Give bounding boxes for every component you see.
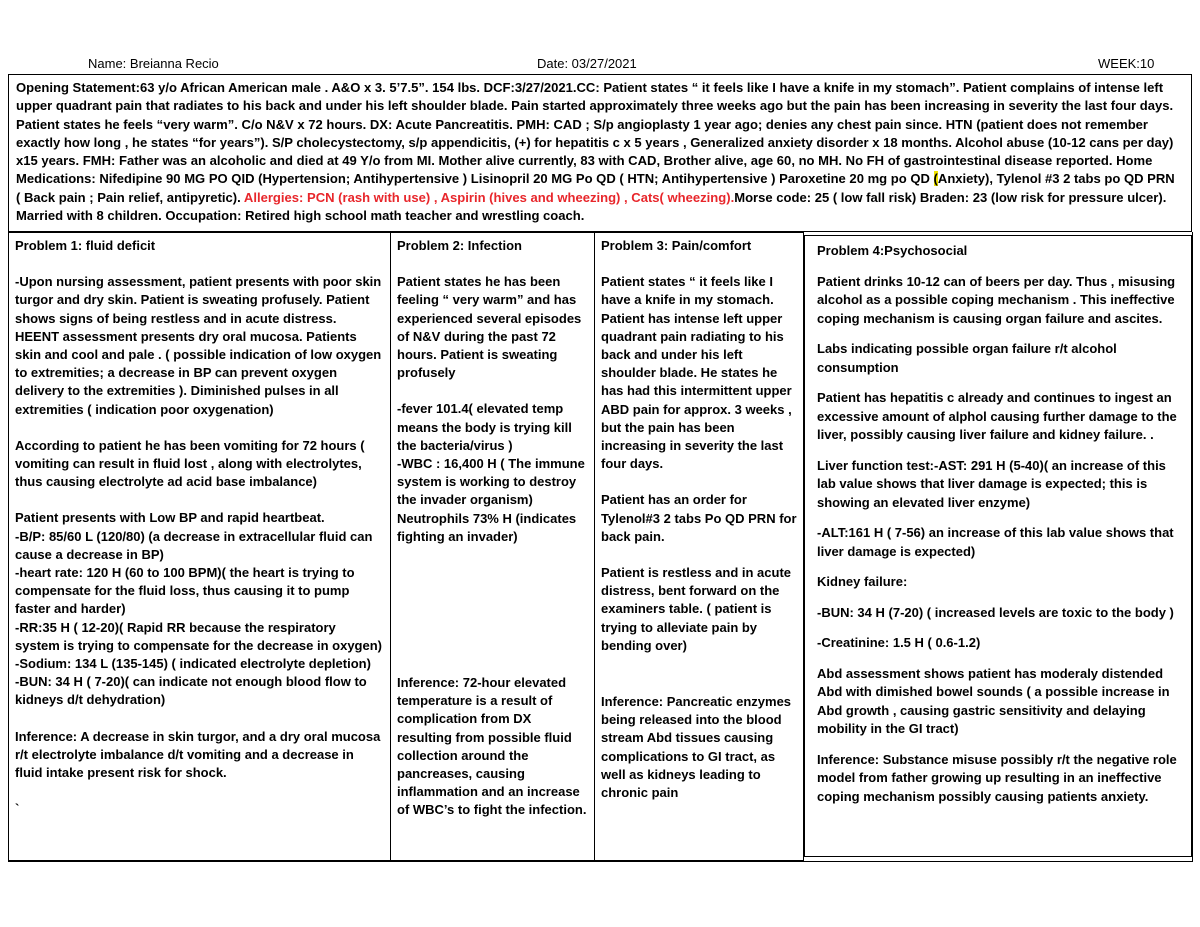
opening-statement <box>8 74 1192 232</box>
problem-3-subjective: Patient states “ it feels like I have a knife in my stomach. Patient has intense left upper quadrant pain radiating to his back and under his left shoulder blade. He states he has had this intermittent upper ABD pain for approx. 3 weeks , but the pain has been increasing in severity the last four days. <box>601 274 792 472</box>
week-label: WEEK:10 <box>1098 56 1155 71</box>
problem-2-labs: -fever 101.4( elevated temp means the body is trying kill the bacteria/virus ) -WBC : 16,400 H ( The immune system is working to destroy the invader organism) Neutrophils 73% H (indicates fighting an invader) <box>397 401 585 544</box>
problem-4-title: Problem 4:Psychosocial <box>817 243 968 258</box>
opening-highlight: ( <box>933 171 938 187</box>
problem-4-inference: Inference: Substance misuse possibly r/t the negative role model from father growing up resulting in an ineffective coping mechanism possibly causing patients anxiety. <box>817 751 1177 804</box>
problem-2-column <box>390 232 595 861</box>
problem-4-abd-assessment: Abd assessment shows patient has moderaly distended Abd with dimished bowel sounds ( a possible increase in Abd growth , causing gastric sensitivity and delaying mobility in the GI tract) <box>817 665 1170 736</box>
problem-1-stray-mark: ` <box>15 801 20 817</box>
problem-1-vitals: Patient presents with Low BP and rapid heartbeat. -B/P: 85/60 L (120/80) (a decrease in extracellular fluid can cause a decrease in BP) -heart rate: 120 H (60 to 100 BPM)( the heart is trying to compensate for the fluid loss, thus causing it to pump faster and harder) -RR:35 H ( 12-20)( Rapid RR because the respiratory system is trying to compensate for the decrease in oxygen) -Sodium: 134 L (135-145) ( indicated electrolyte depletion) -BUN: 34 H ( 7-20)( can indicate not enough blood flow to kidneys d/t dehydration) <box>15 510 383 708</box>
table-right-border <box>1192 232 1193 862</box>
date-label: Date: 03/27/2021 <box>537 56 637 71</box>
problem-3-column <box>594 232 804 861</box>
problem-1-inference: Inference: A decrease in skin turgor, and a dry oral mucosa r/t electrolyte imbalance d/t vomiting and a decrease in fluid intake present risk for shock. <box>15 728 381 781</box>
problem-2-title: Problem 2: Infection <box>397 238 522 253</box>
problem-4-alt: -ALT:161 H ( 7-56) an increase of this lab value shows that liver damage is expected) <box>817 525 1174 559</box>
problem-4-ast: Liver function test:-AST: 291 H (5-40)( an increase of this lab value shows that liver damage is expected; this is showing an elevated liver enzyme) <box>817 457 1166 510</box>
problem-4-kidney-heading: Kidney failure: <box>817 574 908 589</box>
problem-2-subjective: Patient states he has been feeling “ very warm” and has experienced several episodes of N&V during the past 72 hours. Patient is sweating profusely <box>397 274 582 381</box>
problem-3-order: Patient has an order for Tylenol#3 2 tabs Po QD PRN for back pain. <box>601 492 797 544</box>
allergies: Allergies: PCN (rash with use) , Aspirin (hives and wheezing) , Cats( wheezing). <box>243 189 735 205</box>
opening-after-highlight: Anxiety), Tylenol #3 2 tabs po QD PRN ( Back pain ; Pain relief, antipyretic). <box>16 171 1175 205</box>
problem-3-inference: Inference: Pancreatic enzymes being released into the blood stream Abd tissues causing complications to GI tract, as well as kidneys leading to chronic pain <box>601 694 792 801</box>
problem-4-alcohol: Patient drinks 10-12 can of beers per day. Thus , misusing alcohol as a possible coping mechanism . This ineffective coping mechanism is causing organ failure and ascites. <box>817 273 1176 326</box>
opening-main: Opening Statement:63 y/o African American male . A&O x 3. 5’7.5”. 154 lbs. DCF:3/27/2021.CC: Patient states “ it feels like I have a knife in my stomach”. Patient complains of intense left upper quadrant pain that radiates to his back and under his left shoulder blade. Pain started approximately three weeks ago but the pain has been increasing in severity the last four days. Patient states he feels “very warm”. C/o N&V x 72 hours. DX: Acute Pancreatitis. PMH: CAD ; S/p angioplasty 1 year ago; denies any chest pain since. HTN (patient does not remember exactly how long , he states “for years”). S/P cholecystectomy, s/p appendicitis, (+) for hepatitis c x 5 years , Generalized anxiety disorder x 18 months. Alcohol abuse (10-12 cans per day) x15 years. FMH: Father was an alcoholic and died at 49 Y/o from MI. Mother alive currently, 83 with CAD, Brother alive, age 60, no MH. No FH of gastrointestinal disease reported. Home Medications: Nifedipine 90 MG PO QID (Hypertension; Antihypertensive ) Lisinopril 20 MG Po QD ( HTN; Antihypertensive ) Paroxetine 20 mg po QD <box>16 80 1174 187</box>
opening-tail: Morse code: 25 ( low fall risk) Braden: 23 (low risk for pressure ulcer). Married with 8 children. Occupation: Retired high school math teacher and wrestling coach. <box>16 189 1167 224</box>
problem-2-spacer <box>397 564 588 674</box>
problem-1-assessment: -Upon nursing assessment, patient presents with poor skin turgor and dry skin. Patient is sweating profusely. Patient shows signs of being restless and in acute distress. HEENT assessment presents dry oral mucosa. Patients skin and cool and pale . ( possible indication of low oxygen to extremities; a decrease in BP can prevent oxygen delivery to the extremities ). Diminished pulses in all extremities ( indication poor oxygenation) <box>15 274 382 417</box>
problem-4-hepatitis: Patient has hepatitis c already and continues to ingest an excessive amount of alphol causing further damage to the liver, possibly causing liver failure and kidney failure. . <box>817 390 1177 442</box>
problem-4-labs-note: Labs indicating possible organ failure r/t alcohol consumption <box>817 341 1117 375</box>
student-name: Name: Breianna Recio <box>88 56 219 71</box>
problem-4-creatinine: -Creatinine: 1.5 H ( 0.6-1.2) <box>817 635 981 650</box>
problem-2-inference: Inference: 72-hour elevated temperature is a result of complication from DX resulting from possible fluid collection around the pancreases, causing inflammation and an increase of WBC’s to fight the infection. <box>397 675 587 818</box>
problem-1-vomiting: According to patient he has been vomiting for 72 hours ( vomiting can result in fluid lost , along with electrolytes, thus causing electrolyte ad acid base imbalance) <box>15 437 365 490</box>
problem-3-title: Problem 3: Pain/comfort <box>601 238 752 253</box>
table-bottom-border <box>8 861 1192 862</box>
problem-3-spacer <box>601 673 797 693</box>
problem-4-bun: -BUN: 34 H (7-20) ( increased levels are toxic to the body ) <box>817 604 1174 620</box>
problem-1-column <box>8 232 391 861</box>
problem-4-column <box>804 235 1192 857</box>
problem-3-observation: Patient is restless and in acute distress, bent forward on the examiners table. ( patient is trying to alleviate pain by bending over) <box>601 565 792 653</box>
problem-1-title: Problem 1: fluid deficit <box>15 238 156 253</box>
